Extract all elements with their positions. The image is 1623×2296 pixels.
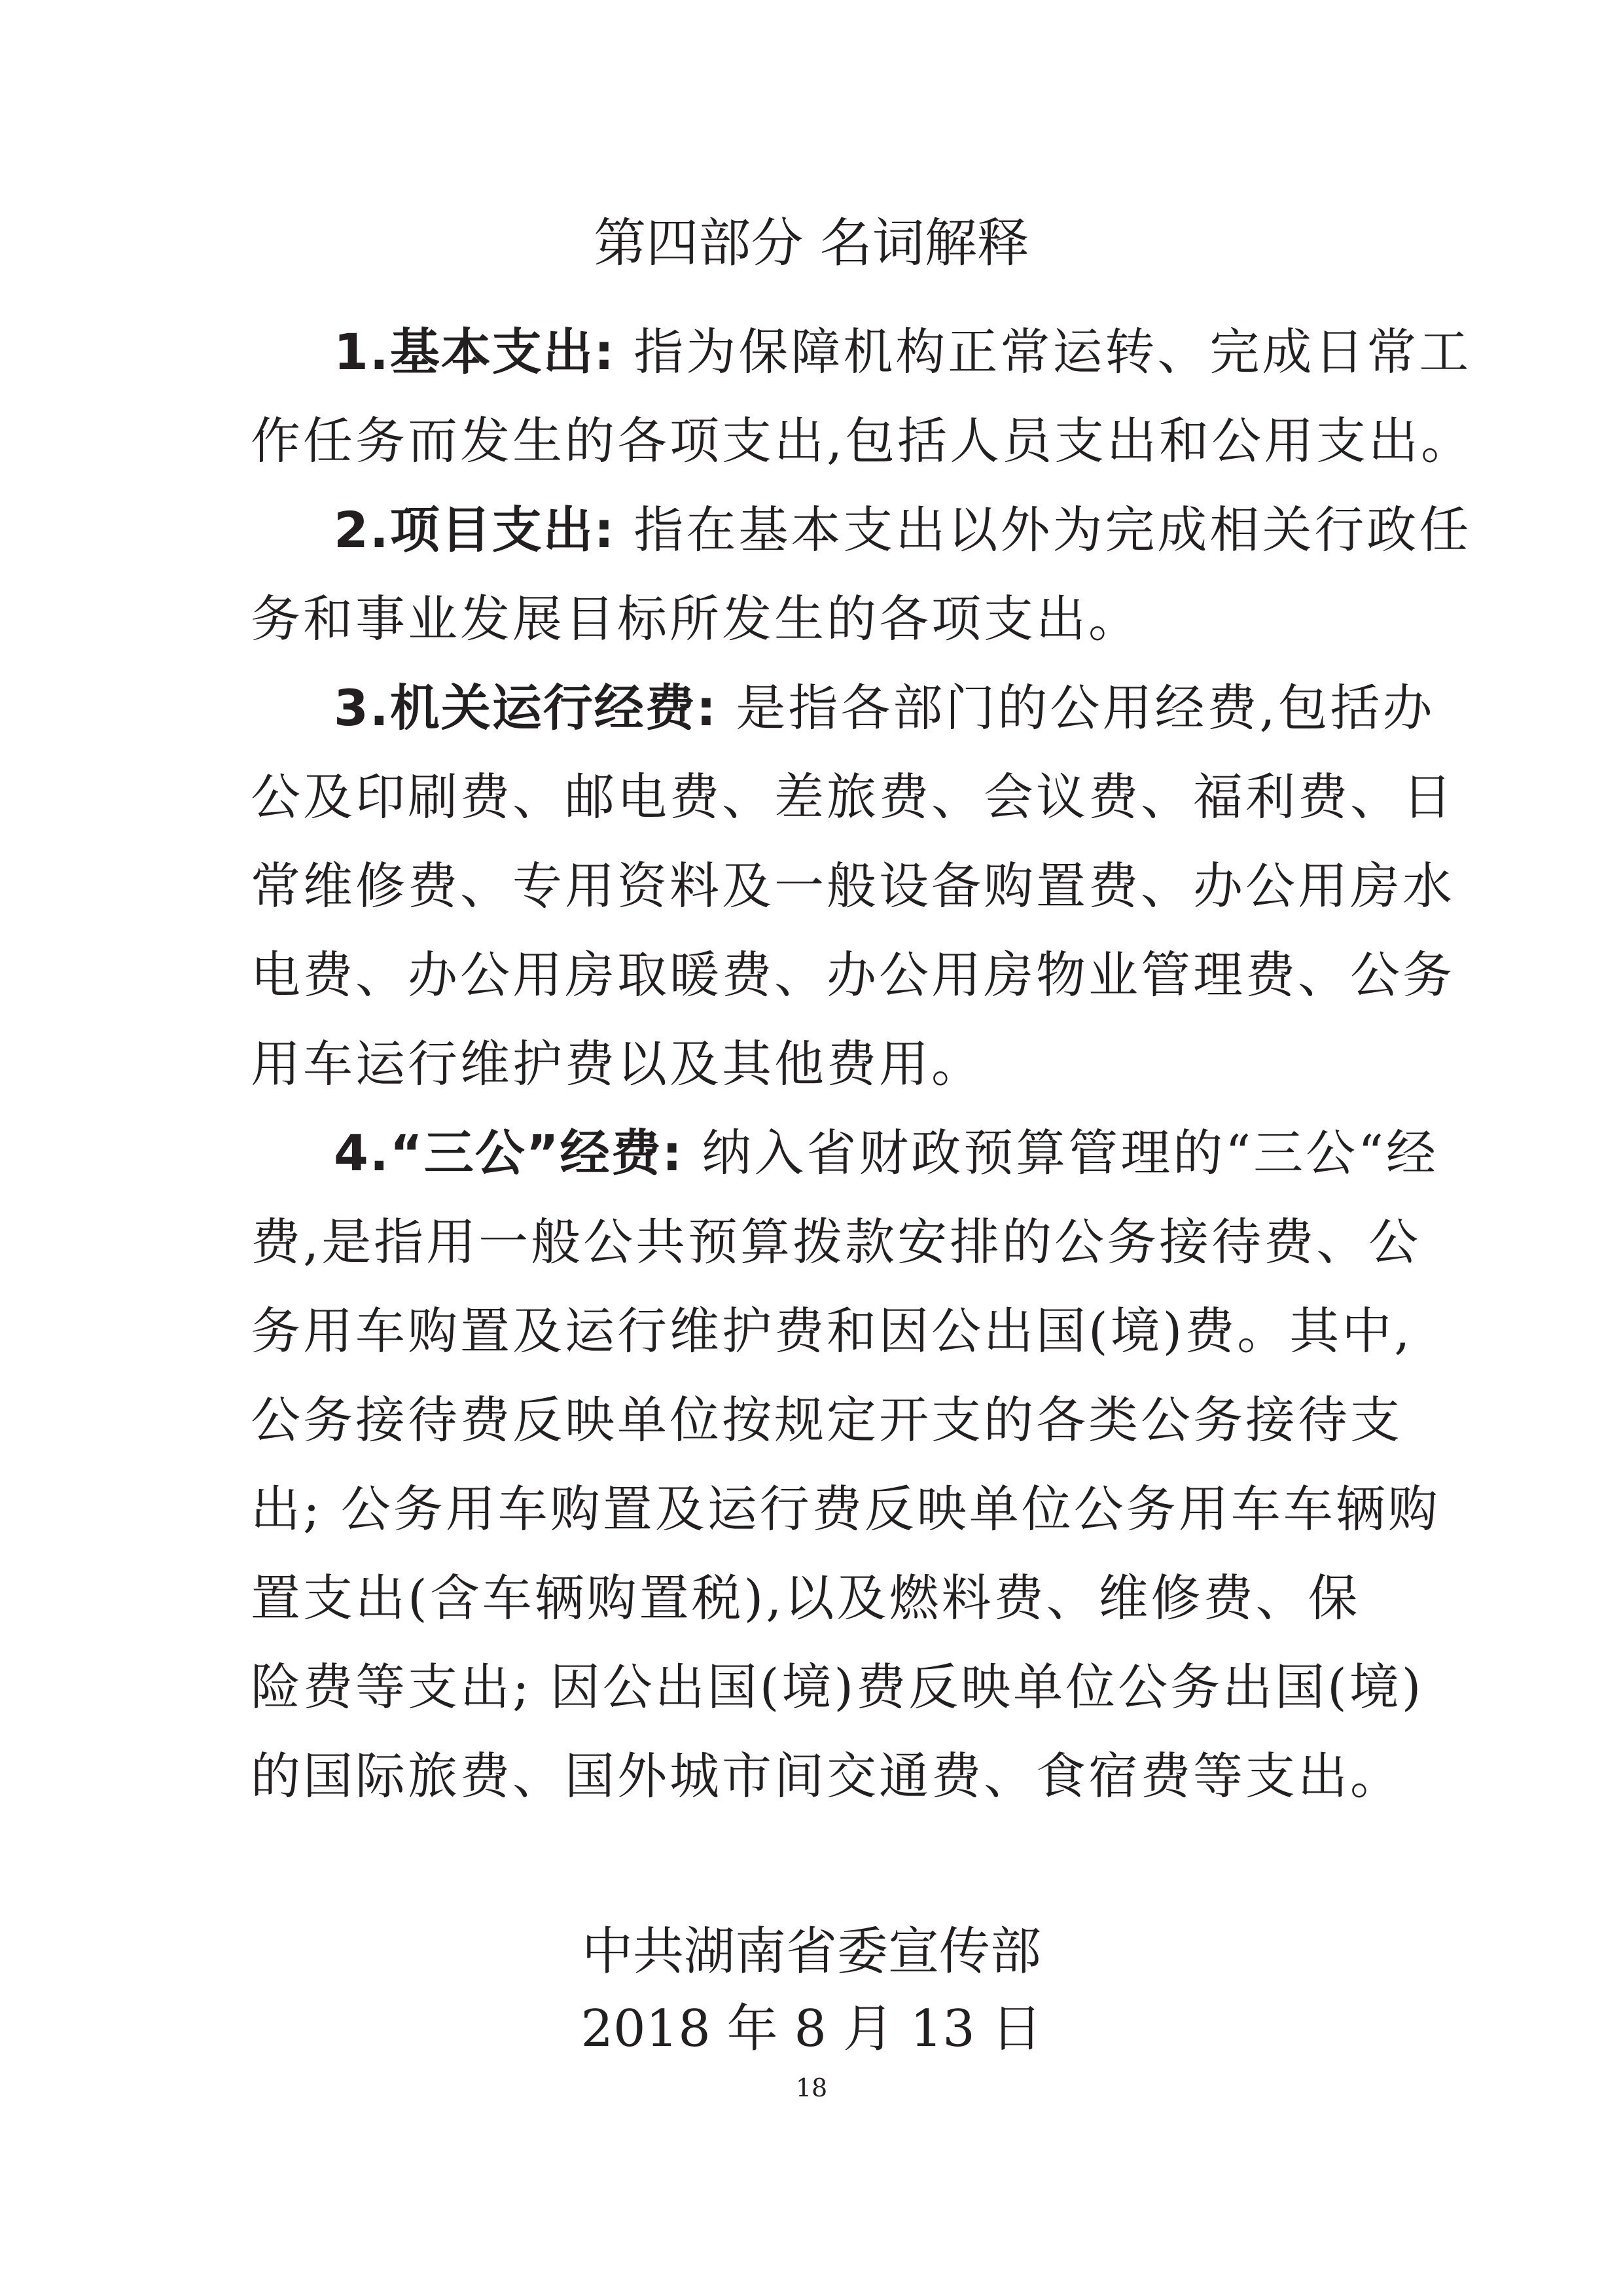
definition-line: 作任务而发生的各项支出,包括人员支出和公用支出。 [251,412,1474,470]
definition-text: 指为保障机构正常运转、完成日常工 [633,323,1472,381]
definition-line: 常维修费、专用资料及一般设备购置费、办公用房水 [251,857,1455,915]
definition-text: 是指各部门的公用经费,包括办 [736,679,1435,737]
page-number: 18 [795,2073,828,2102]
definition-line: 的国际旅费、国外城市间交通费、食宿费等支出。 [251,1747,1402,1805]
definition-line: 用车运行维护费以及其他费用。 [251,1035,984,1093]
definition-first-line [334,1121,1438,1186]
definition-line: 出; 公务用车购置及运行费反映单位公务用车车辆购 [251,1480,1440,1538]
definition-line: 公及印刷费、邮电费、差旅费、会议费、福利费、日 [251,768,1455,826]
term-label: 3.机关运行经费: [334,679,718,737]
definition-line: 务用车购置及运行维护费和因公出国(境)费。其中, [251,1302,1413,1360]
signature-organization: 中共湖南省委宣传部 [581,1922,1041,1981]
definition-line: 务和事业发展目标所发生的各项支出。 [251,590,1141,648]
term-label: 2.项目支出: [334,501,616,559]
definition-first-line [334,497,1471,563]
definition-line: 险费等支出; 因公出国(境)费反映单位公务出国(境) [251,1658,1424,1716]
definition-line: 置支出(含车辆购置税),以及燃料费、维修费、保 [251,1569,1361,1627]
definition-text: 纳入省财政预算管理的“三公“经 [702,1124,1438,1182]
definition-first-line [334,319,1471,385]
page-title: 第四部分 名词解释 [594,213,1029,274]
term-label: 4.“三公”经费: [334,1124,684,1182]
signature-date: 2018 年 8 月 13 日 [580,2000,1043,2058]
definition-line: 电费、办公用房取暖费、办公用房物业管理费、公务 [251,946,1455,1004]
definition-line: 费,是指用一般公共预算拨款安排的公务接待费、公 [251,1213,1421,1271]
term-label: 1.基本支出: [334,323,616,381]
definition-text: 指在基本支出以外为完成相关行政任 [633,501,1472,559]
definition-line: 公务接待费反映单位按规定开支的各类公务接待支 [251,1391,1402,1449]
definition-first-line [334,675,1435,741]
